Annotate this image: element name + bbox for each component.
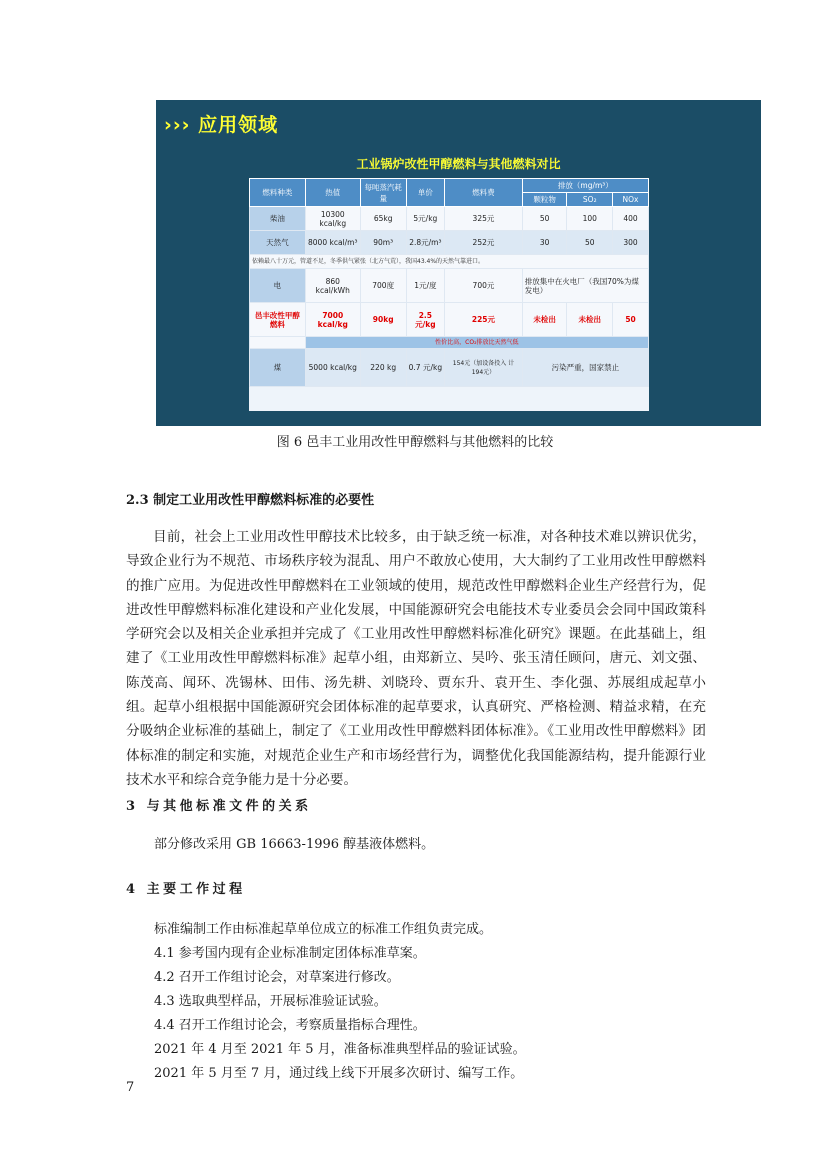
cell-cost: 225元 bbox=[445, 303, 523, 337]
table-row bbox=[250, 337, 649, 349]
header-nox: NOx bbox=[613, 193, 649, 207]
header-so2: SO₂ bbox=[567, 193, 613, 207]
cell-fuel: 煤 bbox=[250, 349, 306, 387]
cell-price: 2.8元/m³ bbox=[406, 231, 445, 255]
cell-cost: 325元 bbox=[445, 207, 523, 231]
cell-emission-note: 污染严重，国家禁止 bbox=[522, 349, 648, 387]
table-title: 工业锅炉改性甲醇燃料与其他燃料对比 bbox=[356, 157, 561, 171]
header-fuel: 燃料种类 bbox=[250, 179, 306, 207]
gas-note: 依赖最八十万元，管道不足，冬季供气紧张（北方气荒），我国43.4%的天然气靠进口。 bbox=[250, 255, 649, 269]
list-item: 标准编制工作由标准起草单位成立的标准工作组负责完成。 bbox=[154, 922, 493, 937]
table-row bbox=[250, 349, 649, 387]
cell-fuel: 电 bbox=[250, 269, 306, 303]
cell-price: 5元/kg bbox=[406, 207, 445, 231]
cell-heat: 10300 kcal/kg bbox=[305, 207, 360, 231]
cell-price: 0.7 元/kg bbox=[406, 349, 445, 387]
cell-cost: 154元（加设备投入 计194元） bbox=[445, 349, 523, 387]
cell-consumption: 90kg bbox=[360, 303, 406, 337]
cell-price: 2.5 元/kg bbox=[406, 303, 445, 337]
section-3-heading: 3 与其他标准文件的关系 bbox=[126, 799, 312, 814]
cell-nox: 400 bbox=[613, 207, 649, 231]
cell-fuel: 邑丰改性甲醇燃料 bbox=[250, 303, 306, 337]
comparison-table bbox=[249, 178, 649, 387]
figure-slide bbox=[156, 100, 761, 426]
cell-particulate: 30 bbox=[522, 231, 567, 255]
cell-heat: 8000 kcal/m³ bbox=[305, 231, 360, 255]
table-row bbox=[250, 231, 649, 255]
table-row bbox=[250, 207, 649, 231]
section-3-body: 部分修改采用 GB 16663-1996 醇基液体燃料。 bbox=[154, 837, 435, 852]
header-cost: 燃料费 bbox=[445, 179, 523, 207]
cell-cost: 252元 bbox=[445, 231, 523, 255]
slide-title: ››› 应用领域 bbox=[164, 114, 279, 136]
page-number: 7 bbox=[126, 1080, 135, 1095]
section-2-3-body: 目前，社会上工业用改性甲醇技术比较多，由于缺乏统一标准，对各种技术难以辨识优劣，导致企业行为不规范、市场秩序较为混乱、用户不敢放心使用，大大制约了工业用改性甲醇燃料的推广应用。为促进改性甲醇燃料在工业领域的使用，规范改性甲醇燃料企业生产经营行为，促进改性甲醇燃料标准化建设和产业化发展，中国能源研究会电能技术专业委员会会同中国政策科学研究会以及相关企业承担并完成了《工业用改性甲醇燃料标准化研究》课题。在此基础上，组建了《工业用改性甲醇燃料标准》起草小组，由郑新立、吴吟、张玉清任顾问，唐元、刘文强、陈茂高、闻环、冼锡林、田伟、汤先耕、刘晓玲、贾东升、袁开生、李化强、苏展组成起草小组。起草小组根据中国能源研究会团体标准的起草要求，认真研究、严格检测、精益求精，在充分吸纳企业标准的基础上，制定了《工业用改性甲醇燃料团体标准》。《工业用改性甲醇燃料》团体标准的制定和实施，对规范企业生产和市场经营行为，调整优化我国能源结构，提升能源行业技术水平和综合竞争能力是十分必要。 bbox=[126, 529, 706, 788]
cell-consumption: 90m³ bbox=[360, 231, 406, 255]
list-item: 4.1 参考国内现有企业标准制定团体标准草案。 bbox=[154, 946, 426, 961]
table-row bbox=[250, 303, 649, 337]
methanol-note: 性价比高，CO₂排放比天然气低 bbox=[305, 337, 648, 349]
cell-price: 1元/度 bbox=[406, 269, 445, 303]
list-item: 4.3 选取典型样品，开展标准验证试验。 bbox=[154, 994, 387, 1009]
cell-consumption: 220 kg bbox=[360, 349, 406, 387]
cell-so2: 50 bbox=[567, 231, 613, 255]
list-item: 2021 年 4 月至 2021 年 5 月，准备标准典型样品的验证试验。 bbox=[154, 1042, 526, 1057]
cell-heat: 7000 kcal/kg bbox=[305, 303, 360, 337]
cell-fuel: 天然气 bbox=[250, 231, 306, 255]
cell-nox: 50 bbox=[613, 303, 649, 337]
header-price: 单价 bbox=[406, 179, 445, 207]
cell-consumption: 700度 bbox=[360, 269, 406, 303]
section-4-heading: 4 主要工作过程 bbox=[126, 882, 246, 897]
list-item: 2021 年 5 月至 7 月，通过线上线下开展多次研讨、编写工作。 bbox=[154, 1066, 524, 1081]
cell-consumption: 65kg bbox=[360, 207, 406, 231]
cell-so2: 未检出 bbox=[567, 303, 613, 337]
cell-so2: 100 bbox=[567, 207, 613, 231]
cell-cost: 700元 bbox=[445, 269, 523, 303]
header-heat: 热值 bbox=[305, 179, 360, 207]
comparison-table-wrap bbox=[249, 178, 649, 411]
cell-fuel: 柴油 bbox=[250, 207, 306, 231]
list-item: 4.2 召开工作组讨论会，对草案进行修改。 bbox=[154, 970, 400, 985]
cell-particulate: 50 bbox=[522, 207, 567, 231]
list-item: 4.4 召开工作组讨论会，考察质量指标合理性。 bbox=[154, 1018, 426, 1033]
cell-nox: 300 bbox=[613, 231, 649, 255]
header-particulate: 颗粒物 bbox=[522, 193, 567, 207]
header-emission: 排放（mg/m³） bbox=[522, 179, 648, 193]
figure-caption: 图 6 邑丰工业用改性甲醇燃料与其他燃料的比较 bbox=[276, 435, 554, 450]
cell-heat: 5000 kcal/kg bbox=[305, 349, 360, 387]
table-row bbox=[250, 269, 649, 303]
cell-heat: 860 kcal/kWh bbox=[305, 269, 360, 303]
cell-particulate: 未检出 bbox=[522, 303, 567, 337]
cell-emission-note: 排放集中在火电厂（我国70%为煤发电） bbox=[522, 269, 648, 303]
section-2-3-heading: 2.3 制定工业用改性甲醇燃料标准的必要性 bbox=[126, 493, 375, 508]
header-consumption: 每吨蒸汽耗量 bbox=[360, 179, 406, 207]
table-row bbox=[250, 255, 649, 269]
